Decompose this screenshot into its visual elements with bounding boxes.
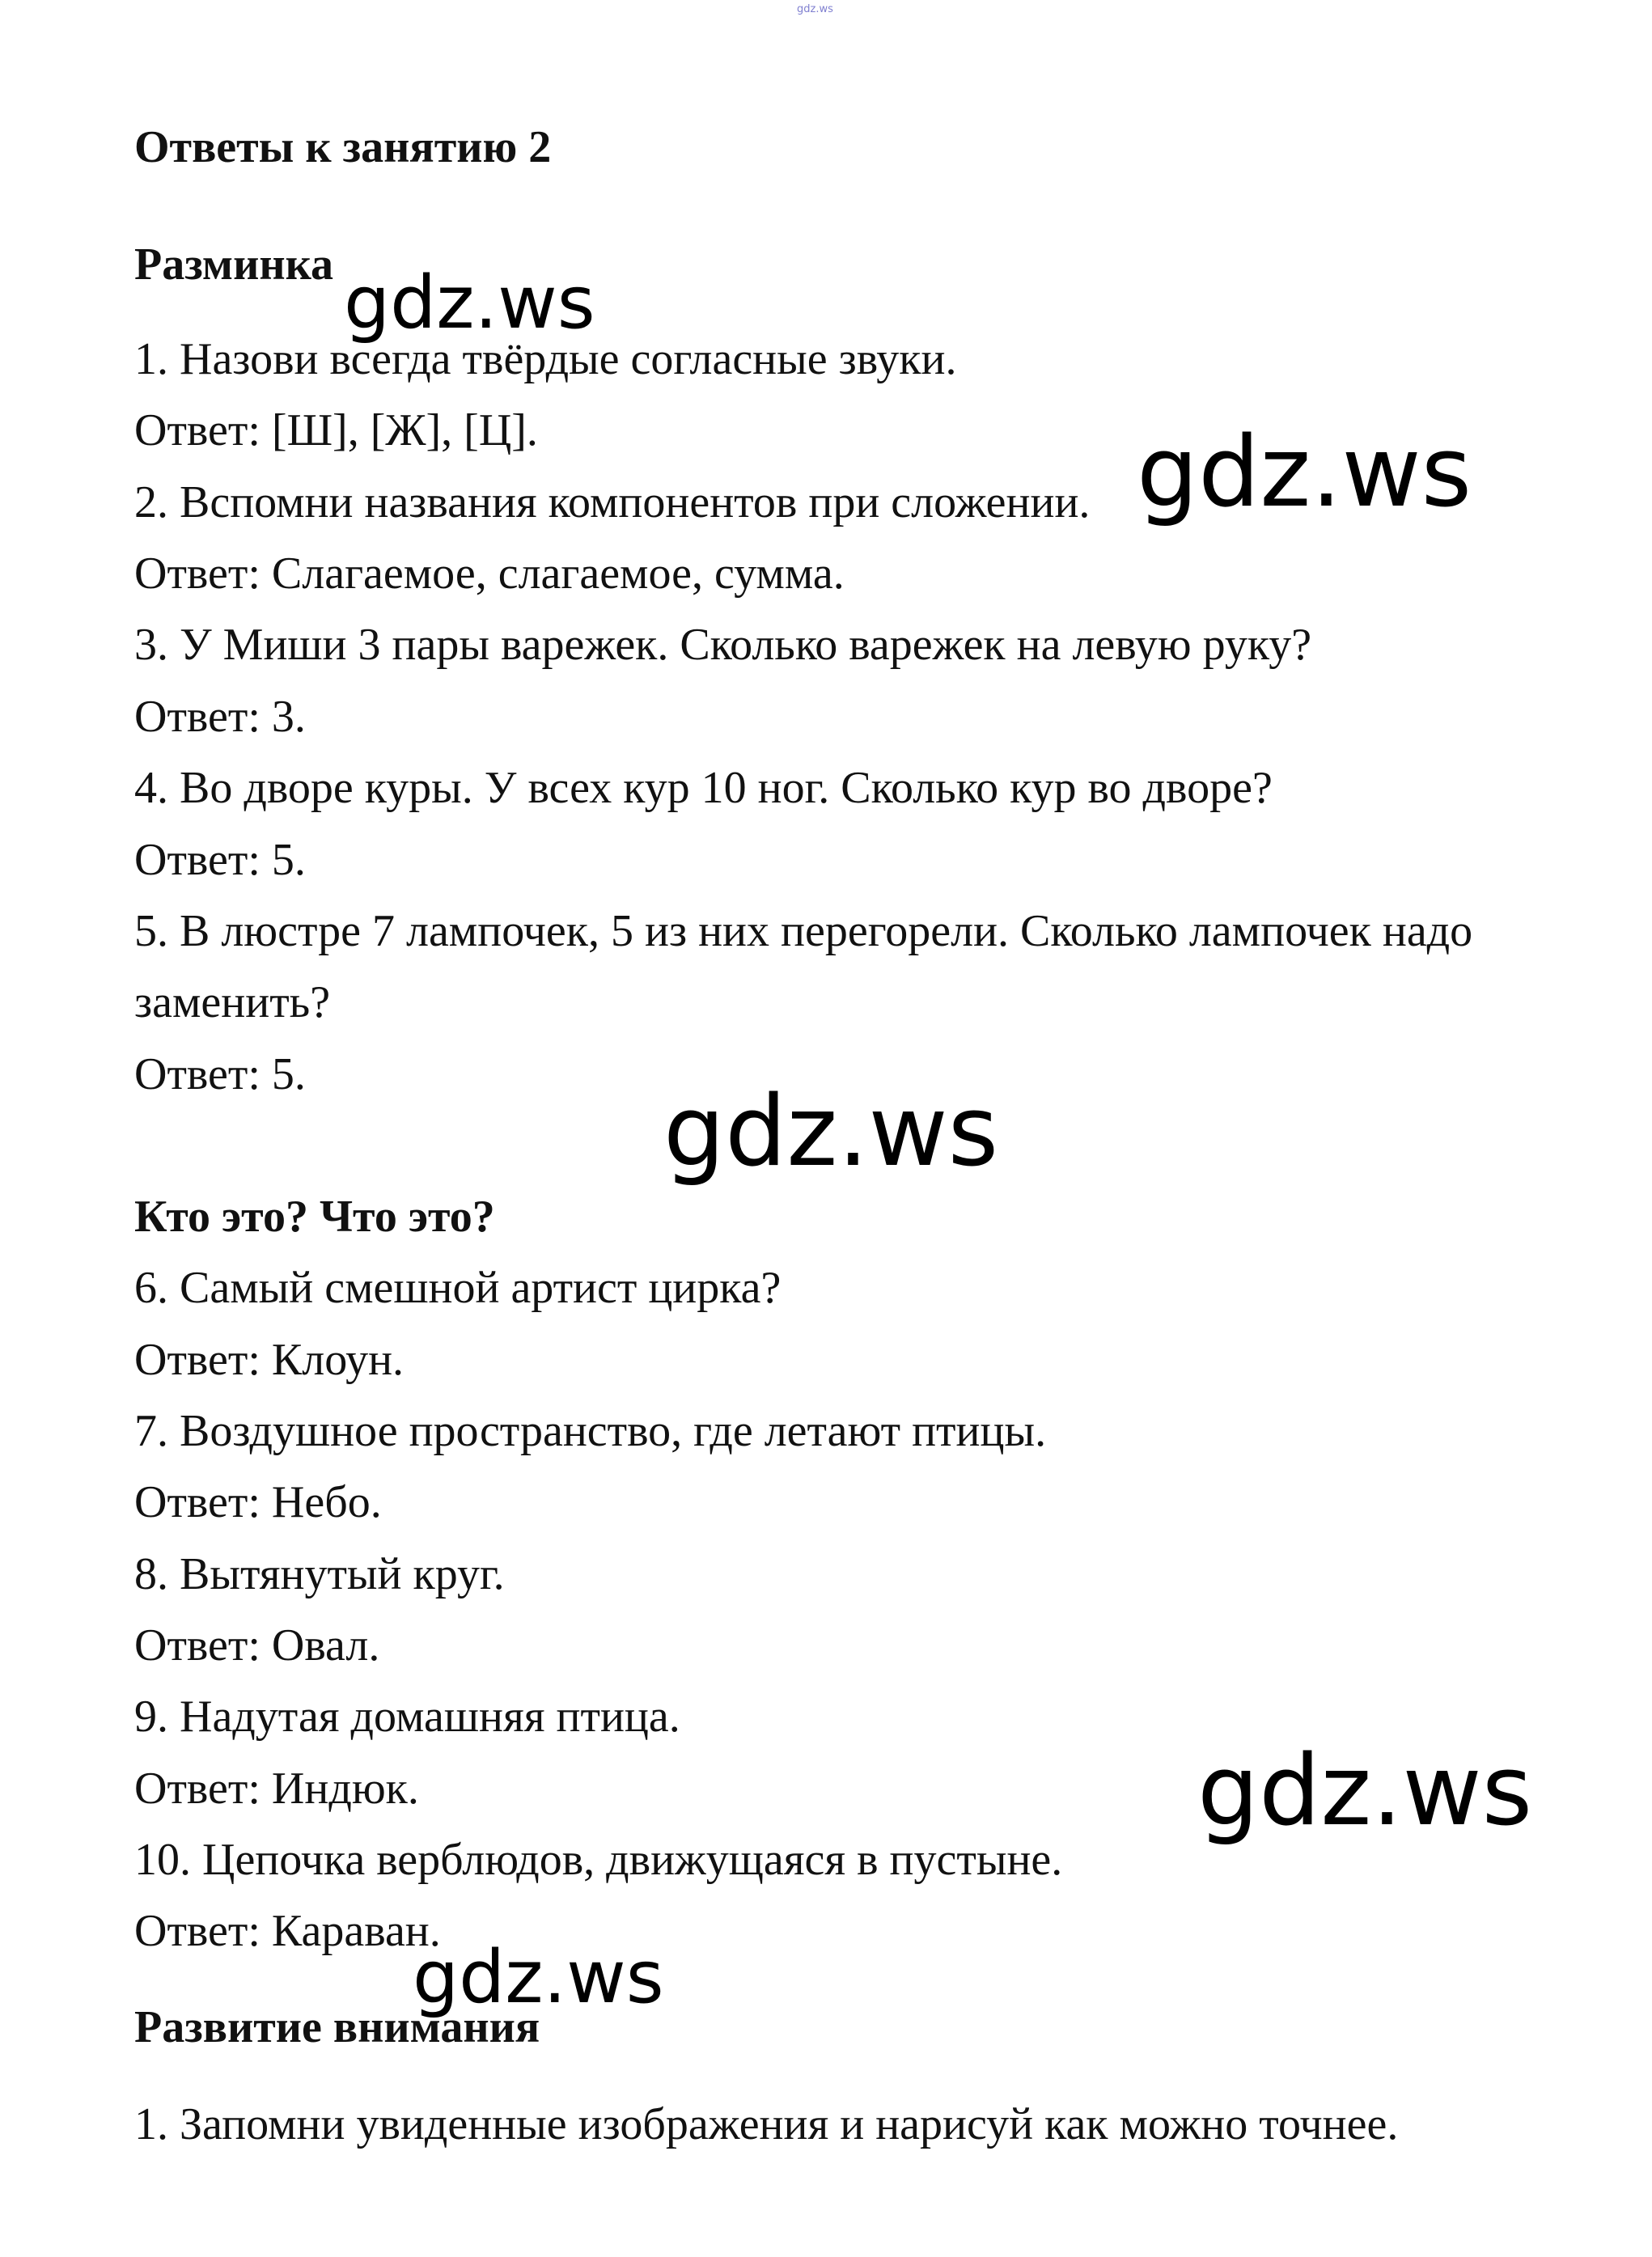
question-5-continued: заменить? [134, 977, 331, 1027]
section-heading-attention: Развитие внимания [134, 2002, 540, 2052]
question-8: 8. Вытянутый круг. [134, 1549, 505, 1599]
watermark-logo: gdz.ws [663, 1076, 999, 1188]
answer-3: Ответ: 3. [134, 692, 306, 742]
question-3: 3. У Миши 3 пары варежек. Сколько варежек на левую руку? [134, 620, 1312, 670]
answer-7: Ответ: Небо. [134, 1477, 382, 1527]
attention-task-1: 1. Запомни увиденные изображения и нарисуй как можно точнее. [134, 2099, 1399, 2149]
question-2: 2. Вспомни названия компонентов при сложении. [134, 477, 1091, 527]
watermark-logo: gdz.ws [1197, 1735, 1533, 1848]
question-5: 5. В люстре 7 лампочек, 5 из них перегорели. Сколько лампочек надо [134, 906, 1473, 956]
answer-6: Ответ: Клоун. [134, 1335, 405, 1385]
answer-9: Ответ: Индюк. [134, 1764, 419, 1814]
watermark-logo: gdz.ws [413, 1935, 664, 2020]
page-title: Ответы к занятию 2 [134, 122, 552, 172]
question-1: 1. Назови всегда твёрдые согласные звуки. [134, 334, 957, 384]
watermark-logo: gdz.ws [344, 260, 595, 345]
watermark-logo: gdz.ws [1137, 417, 1472, 529]
answer-8: Ответ: Овал. [134, 1620, 380, 1671]
answer-2: Ответ: Слагаемое, слагаемое, сумма. [134, 548, 845, 599]
answer-4: Ответ: 5. [134, 835, 306, 885]
question-6: 6. Самый смешной артист цирка? [134, 1263, 782, 1313]
answer-1: Ответ: [Ш], [Ж], [Ц]. [134, 405, 538, 455]
top-watermark: gdz.ws [797, 3, 833, 15]
question-9: 9. Надутая домашняя птица. [134, 1692, 680, 1742]
section-heading-warmup: Разминка [134, 239, 334, 290]
answer-10: Ответ: Караван. [134, 1906, 441, 1956]
question-7: 7. Воздушное пространство, где летают птицы. [134, 1406, 1047, 1456]
answer-5: Ответ: 5. [134, 1049, 306, 1099]
section-heading-who-what: Кто это? Что это? [134, 1192, 495, 1242]
question-4: 4. Во дворе куры. У всех кур 10 ног. Сколько кур во дворе? [134, 763, 1273, 813]
question-10: 10. Цепочка верблюдов, движущаяся в пустыне. [134, 1835, 1063, 1885]
